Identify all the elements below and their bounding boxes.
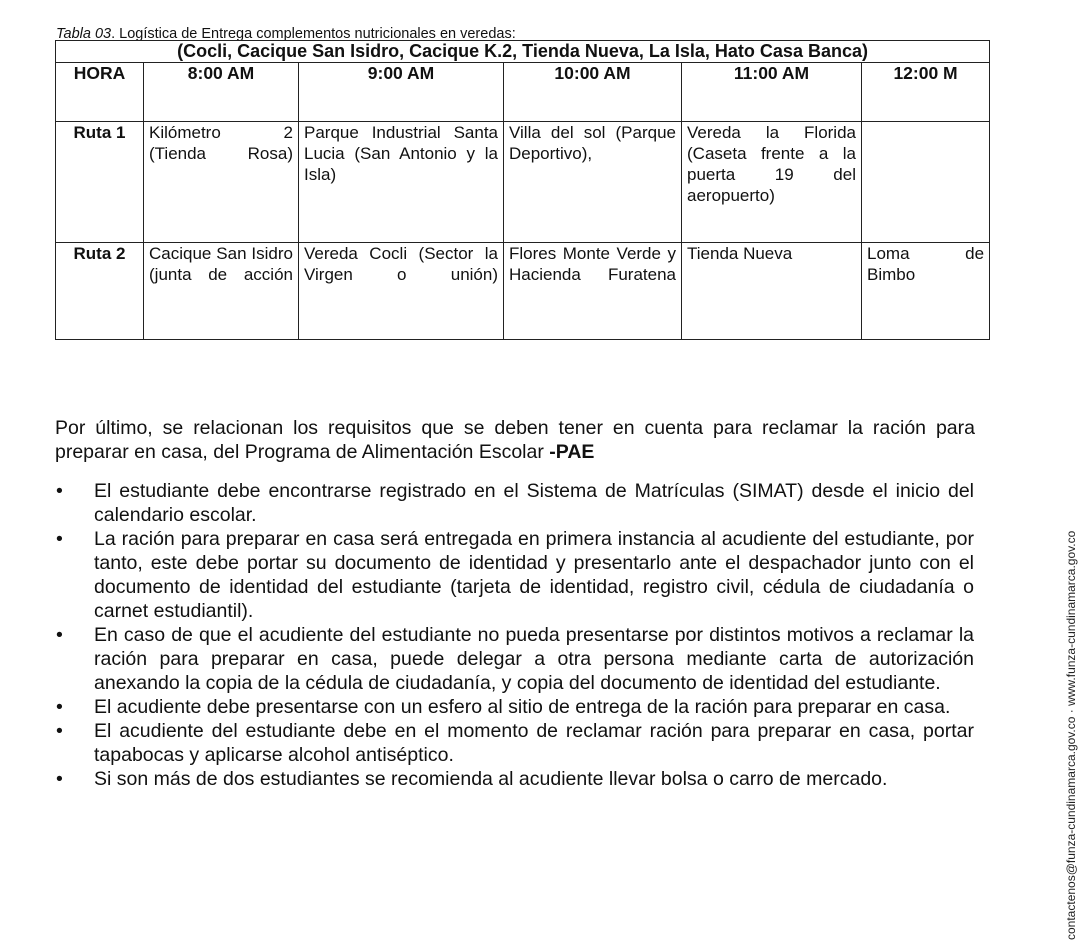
header-9am: 9:00 AM bbox=[299, 63, 504, 122]
list-item-text: En caso de que el acudiente del estudiante no pueda presentarse por distintos motivos a reclamar la ración para preparar en casa, puede delegar a otra persona mediante carta de autorización anexando la copia de la cédula de ciudadanía, y copia del documento de identidad del estudiante. bbox=[94, 624, 974, 694]
ruta-label: Ruta 2 bbox=[56, 243, 144, 340]
list-item bbox=[56, 767, 974, 791]
table-row bbox=[56, 243, 990, 340]
list-item-text: Si son más de dos estudiantes se recomienda al acudiente llevar bolsa o carro de mercado. bbox=[94, 768, 888, 790]
bullet-icon: • bbox=[56, 696, 63, 718]
caption-label: Tabla 03 bbox=[56, 26, 112, 42]
intro-paragraph bbox=[55, 416, 975, 464]
table-cell: Parque Industrial Santa Lucia (San Antonio y la Isla) bbox=[299, 122, 504, 243]
header-8am: 8:00 AM bbox=[144, 63, 299, 122]
hours-row bbox=[56, 63, 990, 122]
caption-text: . Logística de Entrega complementos nutricionales en veredas: bbox=[111, 26, 516, 42]
intro-bold: -PAE bbox=[549, 440, 595, 463]
bullet-icon: • bbox=[56, 480, 63, 502]
table-cell: Vereda Cocli (Sector la Virgen o unión) bbox=[299, 243, 504, 340]
header-hora: HORA bbox=[56, 63, 144, 122]
table-cell: Tienda Nueva bbox=[682, 243, 862, 340]
requirements-list bbox=[56, 479, 974, 791]
bullet-icon: • bbox=[56, 768, 63, 790]
header-12m: 12:00 M bbox=[862, 63, 990, 122]
list-item bbox=[56, 695, 974, 719]
header-11am: 11:00 AM bbox=[682, 63, 862, 122]
contact-side-text: contactenos@funza-cundinamarca.gov.co · www.funza-cundinamarca.gov.co bbox=[1064, 530, 1078, 940]
list-item-text: El acudiente del estudiante debe en el momento de reclamar ración para preparar en casa, portar tapabocas y aplicarse alcohol antiséptico. bbox=[94, 720, 974, 766]
list-item-text: El acudiente debe presentarse con un esfero al sitio de entrega de la ración para preparar en casa. bbox=[94, 696, 951, 718]
ruta-label: Ruta 1 bbox=[56, 122, 144, 243]
list-item-text: El estudiante debe encontrarse registrado en el Sistema de Matrículas (SIMAT) desde el inicio del calendario escolar. bbox=[94, 480, 974, 526]
list-item bbox=[56, 719, 974, 767]
table-cell bbox=[862, 122, 990, 243]
places-header: (Cocli, Cacique San Isidro, Cacique K.2, Tienda Nueva, La Isla, Hato Casa Banca) bbox=[56, 41, 990, 63]
bullet-icon: • bbox=[56, 624, 63, 646]
list-item bbox=[56, 527, 974, 623]
list-item-text: La ración para preparar en casa será entregada en primera instancia al acudiente del estudiante, por tanto, este debe portar su documento de identidad y presentarlo ante el despachador junto con el documento de identidad del estudiante (tarjeta de identidad, registro civil, cédula de ciudadanía o carnet estudiantil). bbox=[94, 528, 974, 622]
delivery-logistics-table bbox=[55, 40, 990, 340]
table-cell: Kilómetro 2 (Tienda Rosa) bbox=[144, 122, 299, 243]
table-cell: Flores Monte Verde y Hacienda Furatena bbox=[504, 243, 682, 340]
bullet-icon: • bbox=[56, 720, 63, 742]
table-cell: Villa del sol (Parque Deportivo), bbox=[504, 122, 682, 243]
list-item bbox=[56, 623, 974, 695]
table-cell: Cacique San Isidro (junta de acción bbox=[144, 243, 299, 340]
table-cell: Vereda la Florida (Caseta frente a la puerta 19 del aeropuerto) bbox=[682, 122, 862, 243]
intro-text: Por último, se relacionan los requisitos que se deben tener en cuenta para reclamar la ración para preparar en casa, del Programa de Alimentación Escolar bbox=[55, 416, 975, 463]
bullet-icon: • bbox=[56, 528, 63, 550]
list-item bbox=[56, 479, 974, 527]
table-cell: Loma de Bimbo bbox=[862, 243, 990, 340]
table-row bbox=[56, 122, 990, 243]
header-10am: 10:00 AM bbox=[504, 63, 682, 122]
